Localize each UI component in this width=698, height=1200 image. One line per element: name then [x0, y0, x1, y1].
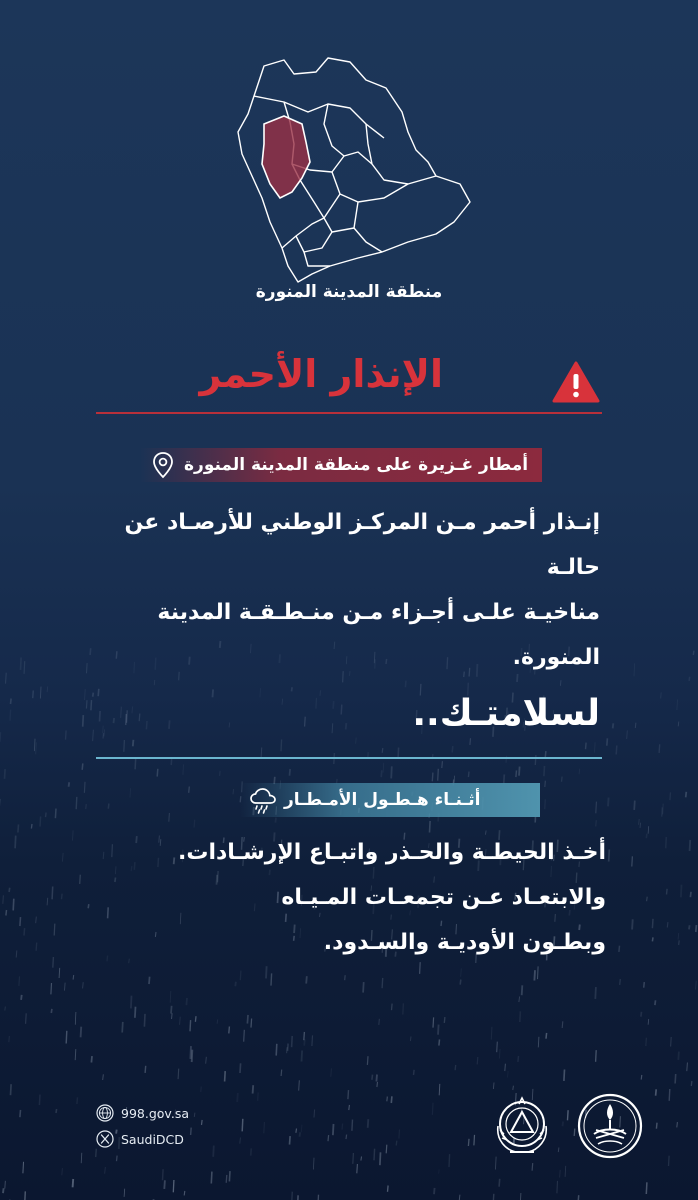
warning-description-line-2: مناخيـة علـى أجـزاء مـن منـطـقـة المدينة المنورة.: [157, 600, 600, 670]
safety-advice-line-1: أخـذ الحيطـة والحـذر واتبـاع الإرشـادات.: [178, 840, 606, 865]
x-logo-icon: [96, 1130, 114, 1148]
warning-description-line-1: إنـذار أحمر مـن المركـز الوطني للأرصـاد عن حالـة: [124, 510, 600, 580]
safety-advice-line-2: والابتعـاد عـن تجمعـات المـيـاه: [281, 885, 606, 910]
safety-tag-text: أثـنـاء هـطـول الأمـطـار: [284, 790, 481, 810]
ministry-of-interior-emblem: [574, 1090, 646, 1162]
warning-tag: [140, 448, 542, 482]
warning-divider: [96, 412, 602, 414]
website-link[interactable]: [96, 1104, 189, 1122]
safety-tag: [240, 783, 540, 817]
red-warning-title: الإنذار الأحمر: [199, 352, 443, 396]
safety-divider: [96, 757, 602, 759]
warning-tag-text: أمطار غـزيرة على منطقة المدينة المنورة: [184, 455, 529, 475]
civil-defense-emblem: [486, 1090, 558, 1162]
rain-cloud-icon: [248, 785, 278, 815]
location-pin-icon: [148, 450, 178, 480]
safety-title: لسلامتـك..: [412, 693, 600, 734]
saudi-map: [232, 52, 478, 284]
map-region-label: منطقة المدينة المنورة: [255, 282, 443, 302]
website-text: 998.gov.sa: [121, 1105, 189, 1121]
social-link[interactable]: [96, 1130, 184, 1148]
safety-advice-line-3: وبطـون الأوديـة والسـدود.: [323, 930, 606, 955]
social-handle-text: SaudiDCD: [121, 1131, 184, 1147]
safety-advice: [96, 830, 606, 965]
warning-description: [90, 500, 600, 680]
warning-triangle-icon: [552, 360, 600, 404]
globe-icon: [96, 1104, 114, 1122]
